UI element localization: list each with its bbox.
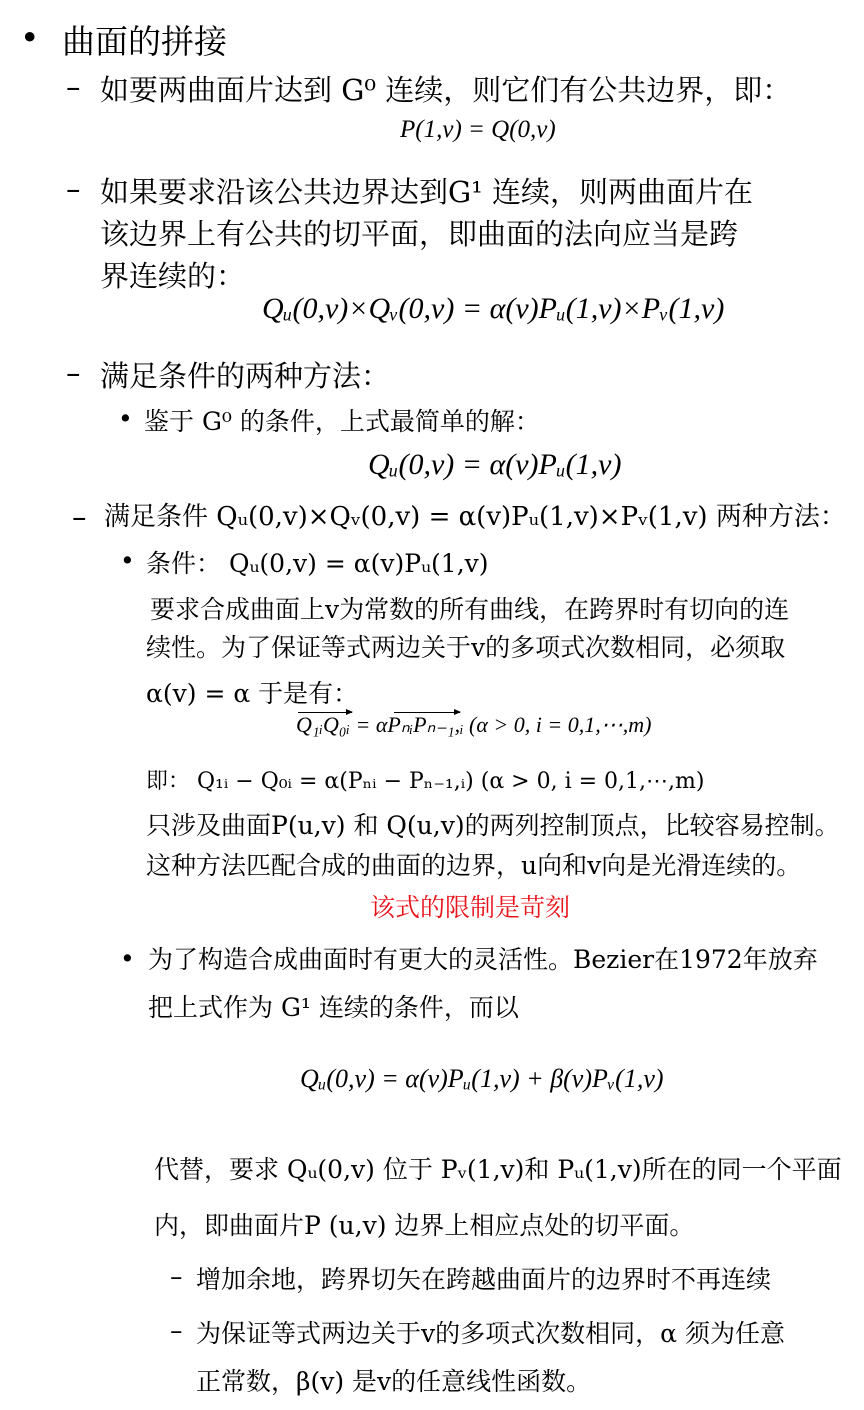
dash-marker: – — [170, 1316, 183, 1345]
section-heading: 曲面的拼接 — [62, 22, 227, 61]
paragraph-line: 代替，要求 Qᵤ(0,v) 位于 Pᵥ(1,v)和 Pᵤ(1,v)所在的同一个平面 — [154, 1155, 842, 1184]
dash-marker: – — [66, 70, 81, 104]
paragraph-line: 只涉及曲面P(u,v) 和 Q(u,v)的两列控制顶点，比较容易控制。 — [146, 811, 840, 840]
paragraph-line: 为了构造合成曲面时有更大的灵活性。Bezier在1972年放弃 — [148, 945, 818, 974]
item-condition-methods: 满足条件 Qᵤ(0,v)×Qᵥ(0,v) = α(v)Pᵤ(1,v)×Pᵥ(1,v) 两种方法： — [104, 502, 846, 532]
bullet-dot: • — [120, 546, 135, 575]
dash-marker: – — [170, 1262, 183, 1291]
item-condition: 条件： Qᵤ(0,v) = α(v)Pᵤ(1,v) — [146, 549, 489, 578]
equation-normal: Qᵤ(0,v)×Qᵥ(0,v) = α(v)Pᵤ(1,v)×Pᵥ(1,v) — [262, 292, 725, 325]
item-two-methods: 满足条件的两种方法： — [100, 359, 391, 393]
bullet-dot: • — [118, 404, 133, 433]
dash-marker: – — [66, 172, 81, 206]
paragraph-line: α(v) = α 于是有： — [146, 679, 359, 708]
item-simplest-solution: 鉴于 G⁰ 的条件，上式最简单的解： — [144, 407, 540, 436]
restriction-note: 该式的限制是苛刻 — [370, 893, 571, 922]
item-g1-line2: 该边界上有公共的切平面，即曲面的法向应当是跨 — [100, 217, 739, 251]
item-g0-continuity: 如要两曲面片达到 G⁰ 连续，则它们有公共边界，即： — [100, 73, 792, 107]
equation-bezier: Qᵤ(0,v) = α(v)Pᵤ(1,v) + β(v)Pᵥ(1,v) — [300, 1064, 664, 1093]
dash-marker: – — [72, 500, 87, 534]
equation-simplest: Qᵤ(0,v) = α(v)Pᵤ(1,v) — [368, 448, 622, 481]
dash-marker: – — [66, 356, 81, 390]
equation-differences: 即： Q₁ᵢ − Q₀ᵢ = α(Pₙᵢ − Pₙ₋₁,ᵢ) (α > 0, i = 0,1,⋯,m) — [146, 769, 705, 794]
item-extra-room: 增加余地，跨界切矢在跨越曲面片的边界时不再连续 — [196, 1265, 772, 1294]
item-degree-line2: 正常数，β(v) 是v的任意线性函数。 — [196, 1367, 592, 1396]
equation-g0: P(1,v) = Q(0,v) — [400, 116, 556, 143]
paragraph-line: 续性。为了保证等式两边关于v的多项式次数相同，必须取 — [146, 633, 786, 662]
paragraph-line: 这种方法匹配合成的曲面的边界，u向和v向是光滑连续的。 — [146, 851, 802, 880]
paragraph-line: 内，即曲面片P (u,v) 边界上相应点处的切平面。 — [154, 1211, 695, 1240]
bullet-dot: • — [120, 944, 135, 973]
paragraph-line: 要求合成曲面上v为常数的所有曲线，在跨界时有切向的连 — [150, 595, 790, 624]
equation-vectors: Q₁ᵢQ₀ᵢ = αPₙᵢPₙ₋₁,ᵢ (α > 0, i = 0,1,⋯,m) — [296, 712, 652, 737]
bullet-dot: • — [20, 18, 40, 57]
item-g1-line3: 界连续的： — [100, 259, 246, 293]
paragraph-line: 把上式作为 G¹ 连续的条件，而以 — [148, 993, 519, 1022]
item-g1-line1: 如果要求沿该公共边界达到G¹ 连续，则两曲面片在 — [100, 175, 754, 209]
item-degree-line1: 为保证等式两边关于v的多项式次数相同，α 须为任意 — [196, 1319, 785, 1348]
